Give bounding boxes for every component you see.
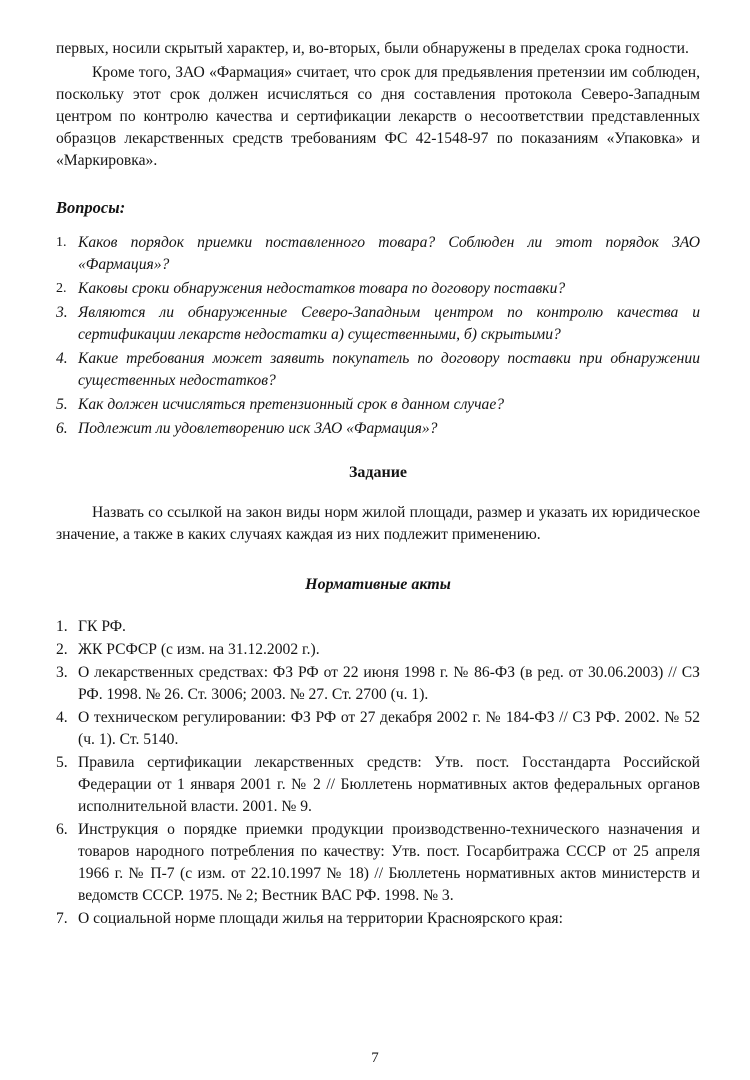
question-text: Являются ли обнаруженные Северо-Западным центром по контролю качества и сертификации лекарств недостатки а) существенными, б) скрытыми? (78, 304, 700, 343)
act-number: 4. (56, 709, 68, 726)
page-number: 7 (371, 1050, 379, 1066)
question-item (56, 232, 700, 276)
questions-title: Вопросы: (56, 198, 126, 217)
act-item (56, 908, 700, 930)
question-number: 5. (56, 396, 68, 413)
act-item (56, 819, 700, 907)
act-number: 2. (56, 641, 68, 658)
question-text: Подлежит ли удовлетворению иск ЗАО «Фармация»? (78, 420, 438, 437)
question-number: 6. (56, 420, 68, 437)
act-number: 1. (56, 618, 68, 635)
task-text: Назвать со ссылкой на закон виды норм жилой площади, размер и указать их юридическое значение, а также в каких случаях каждая из них подлежит применению. (56, 504, 700, 543)
question-item (56, 348, 700, 392)
act-item (56, 707, 700, 751)
act-number: 6. (56, 821, 68, 838)
acts-list (56, 616, 700, 930)
question-number: 2. (56, 281, 67, 296)
question-text: Каковы сроки обнаружения недостатков товара по договору поставки? (78, 280, 566, 297)
act-text: ЖК РСФСР (с изм. на 31.12.2002 г.). (78, 641, 320, 658)
question-number: 4. (56, 350, 68, 367)
act-text: О социальной норме площади жилья на территории Красноярского края: (78, 910, 563, 927)
act-number: 3. (56, 664, 68, 681)
act-item (56, 616, 700, 638)
intro-paragraph-2: Кроме того, ЗАО «Фармация» считает, что срок для предьявления претензии им соблюден, поскольку этот срок должен исчисляться со дня составления протокола Северо-Западным центром по контролю качества и сертификации лекарств о несоответствии представленных образцов лекарственных средств требованиям ФС 42-1548-97 по показаниям «Упаковка» и «Маркировка». (56, 64, 700, 169)
question-number: 3. (56, 304, 68, 321)
act-text: О техническом регулировании: ФЗ РФ от 27 декабря 2002 г. № 184-ФЗ // СЗ РФ. 2002. № 52 (ч. 1). Ст. 5140. (78, 709, 700, 748)
acts-title: Нормативные акты (305, 576, 451, 593)
act-text: ГК РФ. (78, 618, 126, 635)
question-item (56, 394, 700, 416)
question-number: 1. (56, 235, 67, 250)
question-item (56, 302, 700, 346)
question-text: Как должен исчисляться претензионный срок в данном случае? (78, 396, 505, 413)
question-text: Какие требования может заявить покупатель по договору поставки при обнаружении существенных недостатков? (78, 350, 700, 389)
act-number: 5. (56, 754, 68, 771)
act-number: 7. (56, 910, 68, 927)
act-item (56, 752, 700, 818)
question-text: Каков порядок приемки поставленного товара? Соблюден ли этот порядок ЗАО «Фармация»? (78, 234, 700, 273)
act-text: О лекарственных средствах: ФЗ РФ от 22 июня 1998 г. № 86-ФЗ (в ред. от 30.06.2003) // СЗ РФ. 1998. № 26. Ст. 3006; 2003. № 27. Ст. 2700 (ч. 1). (78, 664, 700, 703)
task-title: Задание (348, 464, 408, 481)
act-item (56, 662, 700, 706)
question-item (56, 418, 700, 440)
question-item (56, 278, 700, 300)
act-text: Правила сертификации лекарственных средств: Утв. пост. Госстандарта Российской Федерации от 1 января 2001 г. № 2 // Бюллетень нормативных актов федеральных органов исполнительной власти. 2001. № 9. (78, 754, 700, 815)
intro-paragraph-1: первых, носили скрытый характер, и, во-вторых, были обнаружены в пределах срока годности. (56, 40, 689, 57)
questions-list (56, 232, 700, 440)
act-item (56, 639, 700, 661)
act-text: Инструкция о порядке приемки продукции производственно-технического назначения и товаров народного потребления по качеству: Утв. пост. Госарбитража СССР от 25 апреля 1966 г. № П-7 (с изм. от 22.10.1997 № 18) // Бюллетень нормативных актов министерств и ведомств СССР. 1975. № 2; Вестник ВАС РФ. 1998. № 3. (78, 821, 700, 904)
